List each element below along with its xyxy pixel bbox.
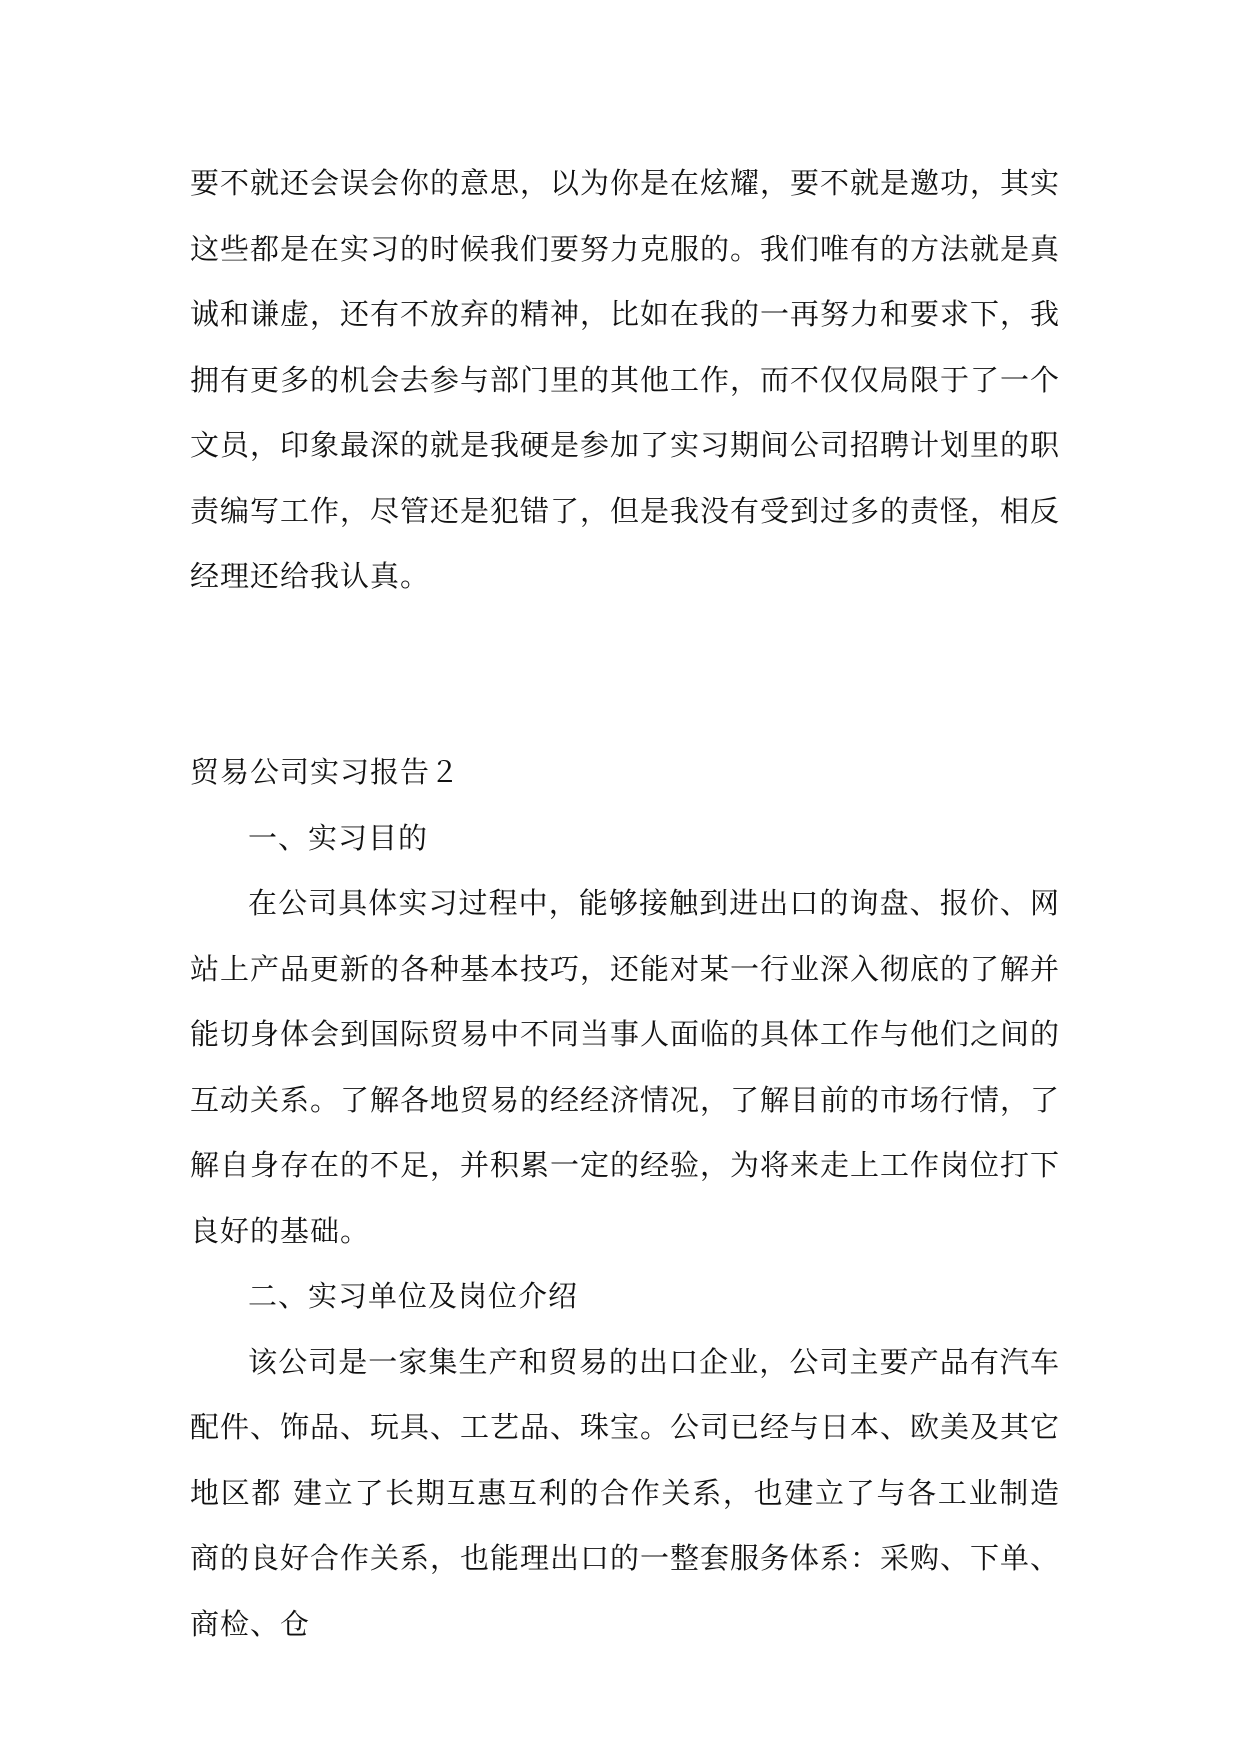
continuation-section <box>190 151 1060 610</box>
section-1-heading: 一、实习目的 <box>248 820 429 855</box>
section-2-body: 该公司是一家集生产和贸易的出口企业，公司主要产品有汽车配件、饰品、玩具、工艺品、珠宝。公司已经与日本、欧美及其它地区都 建立了长期互惠互利的合作关系，也建立了与各工业制造商的良好合作关系，也能理出口的一整套服务体系：采购、下单、商检、仓 <box>190 1344 1061 1641</box>
report-section <box>190 740 1060 1657</box>
report-title: 贸易公司实习报告２ <box>190 755 461 789</box>
section-2-heading: 二、实习单位及岗位介绍 <box>248 1279 579 1313</box>
continuation-paragraph: 要不就还会误会你的意思，以为你是在炫耀，要不就是邀功，其实这些都是在实习的时候我们要努力克服的。我们唯有的方法就是真诚和谦虚，还有不放弃的精神，比如在我的一再努力和要求下，我拥有更多的机会去参与部门里的其他工作，而不仅仅局限于了一个文员，印象最深的就是我硬是参加了实习期间公司招聘计划里的职责编写工作，尽管还是犯错了，但是我没有受到过多的责怪，相反经理还给我认真。 <box>190 166 1061 593</box>
section-1-body: 在公司具体实习过程中，能够接触到进出口的询盘、报价、网站上产品更新的各种基本技巧，还能对某一行业深入彻底的了解并能切身体会到国际贸易中不同当事人面临的具体工作与他们之间的互动关系。了解各地贸易的经经济情况，了解目前的市场行情，了解自身存在的不足，并积累一定的经验，为将来走上工作岗位打下良好的基础。 <box>190 886 1061 1248</box>
